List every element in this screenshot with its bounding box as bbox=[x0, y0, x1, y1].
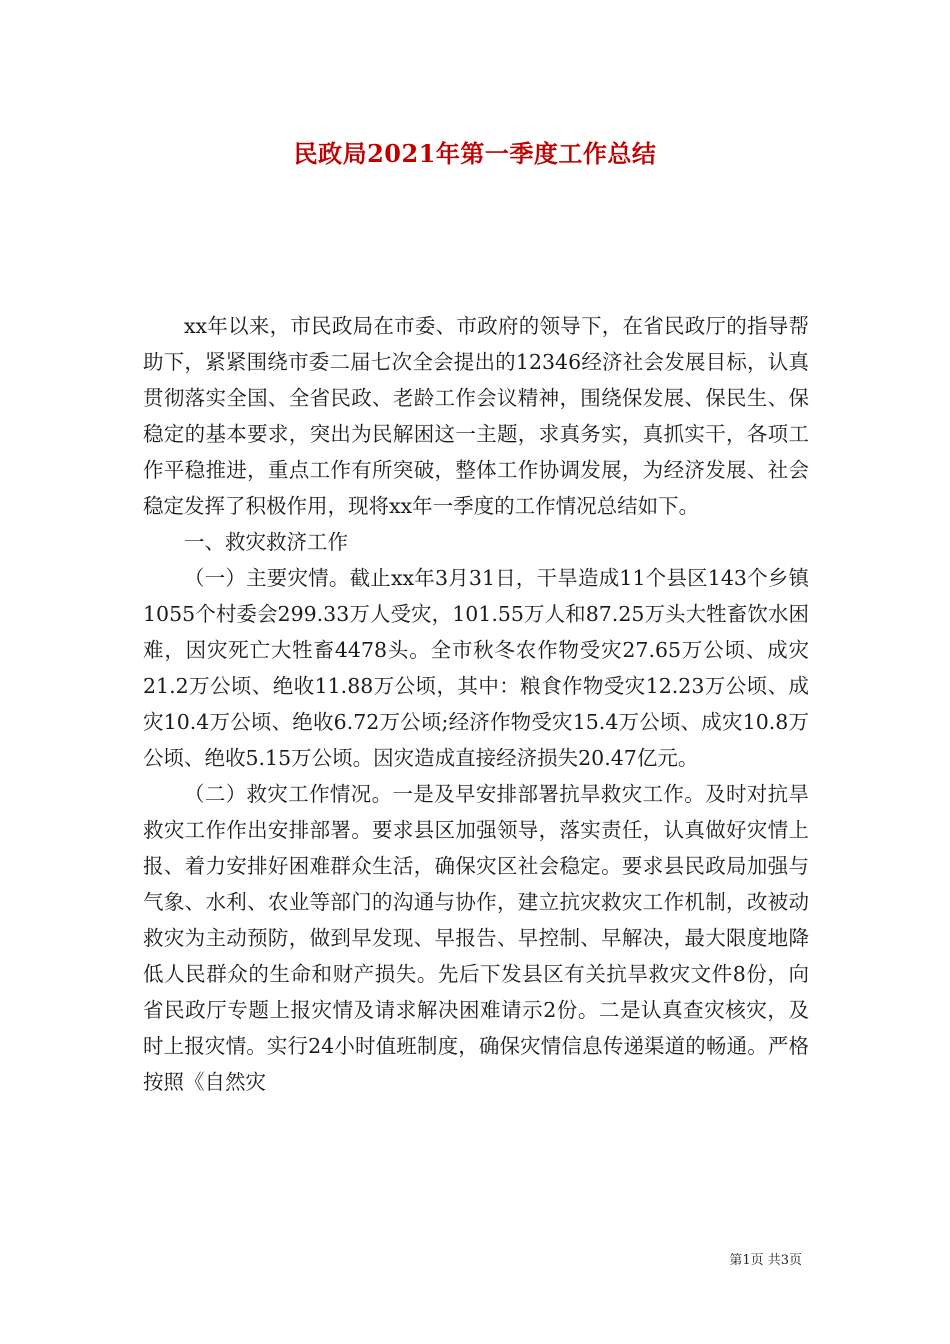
document-title: 民政局2021年第一季度工作总结 bbox=[293, 139, 657, 168]
page-number: 第1页 共3页 bbox=[729, 1253, 802, 1268]
paragraph-relief-work: （二）救灾工作情况。一是及早安排部署抗旱救灾工作。及时对抗旱救灾工作作出安排部署。要求县区加强领导，落实责任，认真做好灾情上报、着力安排好困难群众生活，确保灾区社会稳定。要求县民政局加强与气象、水利、农业等部门的沟通与协作，建立抗灾救灾工作机制，改被动救灾为主动预防，做到早发现、早报告、早控制、早解决，最大限度地降低人民群众的生命和财产损失。先后下发县区有关抗旱救灾文件8份，向省民政厅专题上报灾情及请求解决困难请示2份。二是认真查灾核灾，及时上报灾情。实行24小时值班制度，确保灾情信息传递渠道的畅通。严格按照《自然灾 bbox=[143, 782, 809, 1094]
paragraph-main-disaster: （一）主要灾情。截止xx年3月31日，干旱造成11个县区143个乡镇1055个村委会299.33万人受灾，101.55万人和87.25万头大牲畜饮水困难，因灾死亡大牲畜4478头。全市秋冬农作物受灾27.65万公顷、成灾21.2万公顷、绝收11.88万公顷，其中：粮食作物受灾12.23万公顷、成灾10.4万公顷、绝收6.72万公顷;经济作物受灾15.4万公顷、成灾10.8万公顷、绝收5.15万公顷。因灾造成直接经济损失20.47亿元。 bbox=[143, 566, 809, 770]
paragraph-intro: xx年以来，市民政局在市委、市政府的领导下，在省民政厅的指导帮助下，紧紧围绕市委二届七次全会提出的12346经济社会发展目标，认真贯彻落实全国、全省民政、老龄工作会议精神，围绕保发展、保民生、保稳定的基本要求，突出为民解困这一主题，求真务实，真抓实干，各项工作平稳推进，重点工作有所突破，整体工作协调发展，为经济发展、社会稳定发挥了积极作用，现将xx年一季度的工作情况总结如下。 bbox=[143, 314, 809, 518]
section-heading-disaster-relief: 一、救灾救济工作 bbox=[184, 530, 348, 554]
document-body bbox=[143, 308, 809, 1100]
